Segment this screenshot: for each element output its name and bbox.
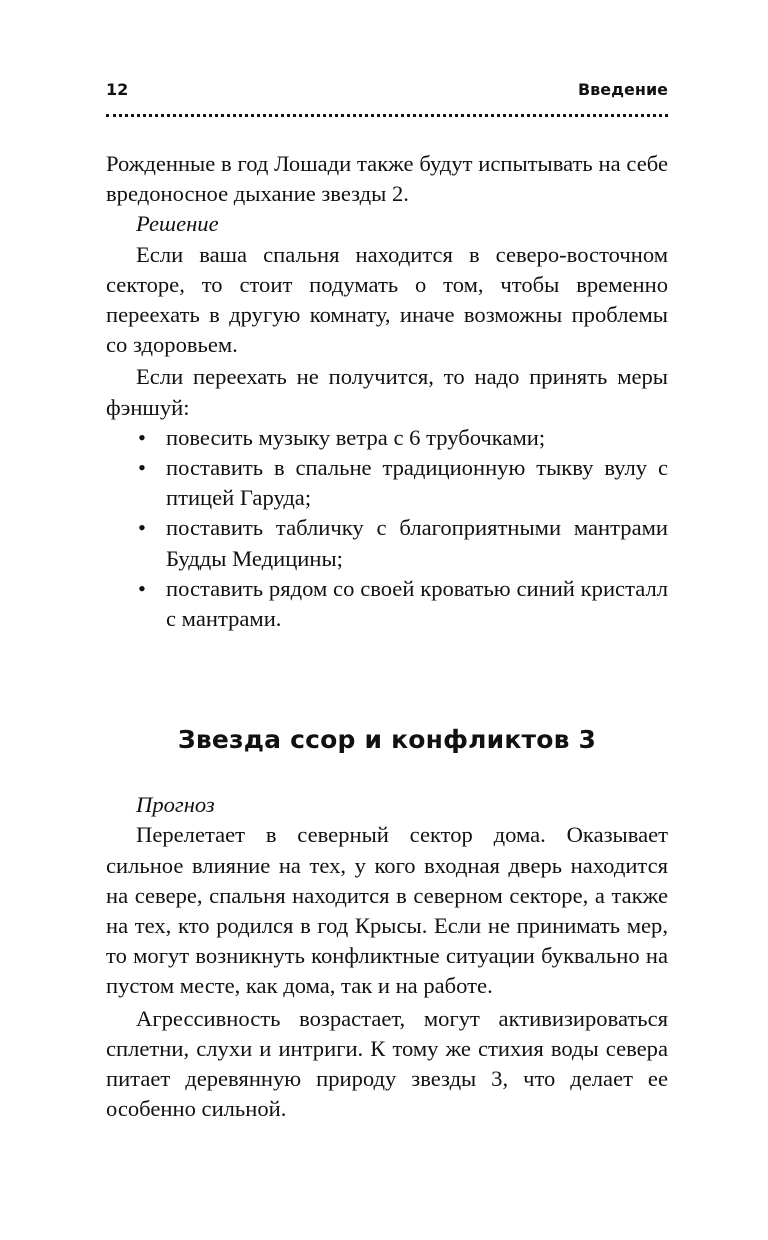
page-body [106, 149, 668, 1124]
list-item-text: повесить музыку ветра с 6 трубочками; [166, 424, 546, 450]
paragraph-bedroom: Если ваша спальня находится в северо-восточном секторе, то стоит подумать о том, чтобы временно переехать в другую комнату, иначе возможны проблемы со здоровьем. [106, 241, 668, 358]
section-title: Звезда ссор и конфликтов 3 [177, 725, 597, 755]
subhead-forecast: Прогноз [136, 792, 215, 818]
header-dotted-rule [106, 114, 668, 117]
subhead-solution: Решение [136, 211, 219, 237]
bullet-icon: • [138, 455, 146, 481]
bullet-icon: • [138, 424, 146, 450]
paragraph-horse: Рожденные в год Лошади также будут испытывать на себе вредоносное дыхание звезды 2. [106, 151, 668, 207]
list-item [106, 513, 668, 573]
list-item-text: поставить табличку с благоприятными мантрами Будды Медицины; [166, 515, 668, 571]
list-item [106, 453, 668, 513]
bullet-icon: • [138, 575, 146, 601]
running-head [106, 80, 668, 106]
book-page [106, 80, 668, 1124]
paragraph-fengshui-measures: Если переехать не получится, то надо принять меры фэншуй: [106, 364, 668, 420]
list-item [106, 574, 668, 634]
bullet-icon: • [138, 515, 146, 541]
paragraph-aggression: Агрессивность возрастает, могут активизироваться сплетни, слухи и интриги. К тому же стихия воды севера питает деревянную природу звезды 3, что делает ее особенно сильной. [106, 1005, 668, 1122]
list-item-text: поставить рядом со своей кроватью синий кристалл с мантрами. [166, 575, 668, 632]
list-item [106, 423, 668, 453]
paragraph-north-sector: Перелетает в северный сектор дома. Оказывает сильное влияние на тех, у кого входная дверь находится на севере, спальня находится в северном секторе, а также на тех, кто родился в год Крысы. Если не принимать мер, то могут возникнуть конфликтные ситуации буквально на пустом месте, как дома, так и на работе. [106, 822, 668, 999]
chapter-title: Введение [577, 80, 668, 99]
page-number: 12 [106, 80, 129, 99]
list-item-text: поставить в спальне традиционную тыкву вулу с птицей Гаруда; [166, 455, 668, 511]
measures-list [106, 423, 668, 634]
